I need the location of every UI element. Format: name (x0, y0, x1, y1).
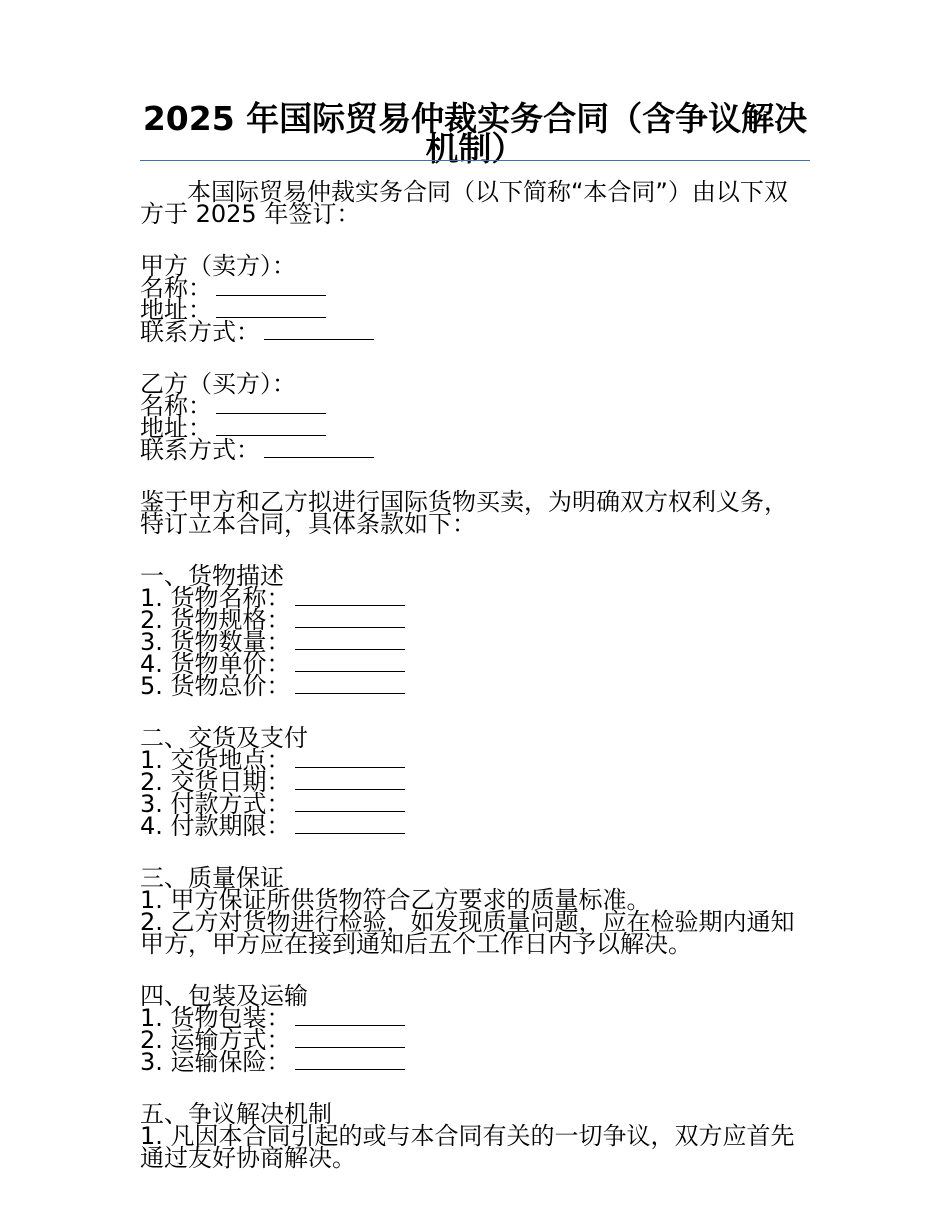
section-heading: 五、争议解决机制 (140, 1100, 332, 1128)
section-quality (140, 864, 810, 958)
goods-item-label: 1. 货物名称： (140, 584, 291, 612)
packaging-blank[interactable] (295, 1024, 405, 1026)
goods-total-price-blank[interactable] (295, 692, 405, 694)
transport-item-label: 1. 货物包装： (140, 1004, 291, 1032)
delivery-item-label: 3. 付款方式： (140, 790, 291, 818)
transport-insurance-blank[interactable] (295, 1068, 405, 1070)
quality-clause: 1. 甲方保证所供货物符合乙方要求的质量标准。 (140, 886, 651, 914)
contract-title: 2025 年国际贸易仲裁实务合同（含争议解决机制） (142, 99, 808, 168)
goods-item-row (140, 672, 810, 700)
party-b-contact-row (140, 436, 810, 464)
quality-clause: 2. 乙方对货物进行检验，如发现质量问题，应在检验期内通知甲方，甲方应在接到通知后五个工作日内予以解决。 (140, 908, 795, 958)
transport-method-blank[interactable] (295, 1046, 405, 1048)
payment-method-blank[interactable] (295, 810, 405, 812)
goods-item-label: 2. 货物规格： (140, 606, 291, 634)
payment-term-blank[interactable] (295, 832, 405, 834)
party-b-name-row (140, 392, 810, 420)
party-a-contact-blank[interactable] (264, 338, 374, 340)
delivery-place-blank[interactable] (295, 766, 405, 768)
party-a-contact-row (140, 318, 810, 346)
title-divider (140, 160, 810, 161)
transport-item-label: 2. 运输方式： (140, 1026, 291, 1054)
party-a-name-blank[interactable] (216, 294, 326, 296)
party-a-heading: 甲方（卖方）： (140, 252, 296, 280)
party-b-block (140, 370, 810, 464)
goods-spec-blank[interactable] (295, 626, 405, 628)
party-a-contact-label: 联系方式： (140, 318, 260, 346)
section-goods (140, 562, 810, 700)
party-b-contact-label: 联系方式： (140, 436, 260, 464)
transport-item-label: 3. 运输保险： (140, 1048, 291, 1076)
party-b-name-label: 名称： (140, 392, 212, 420)
contract-body (140, 178, 810, 1172)
delivery-item-label: 4. 付款期限： (140, 812, 291, 840)
section-packaging-transport (140, 982, 810, 1076)
preamble-paragraph: 鉴于甲方和乙方拟进行国际货物买卖，为明确双方权利义务，特订立本合同，具体条款如下： (140, 488, 788, 538)
section-heading: 一、货物描述 (140, 562, 284, 590)
transport-item-row (140, 1048, 810, 1076)
goods-item-label: 4. 货物单价： (140, 650, 291, 678)
delivery-date-blank[interactable] (295, 788, 405, 790)
party-a-name-label: 名称： (140, 274, 212, 302)
party-b-name-blank[interactable] (216, 412, 326, 414)
section-delivery-payment (140, 724, 810, 840)
party-a-name-row (140, 274, 810, 302)
delivery-item-row (140, 812, 810, 840)
delivery-item-label: 1. 交货地点： (140, 746, 291, 774)
section-heading: 三、质量保证 (140, 864, 284, 892)
goods-quantity-blank[interactable] (295, 648, 405, 650)
party-a-address-label: 地址： (140, 296, 212, 324)
goods-item-label: 3. 货物数量： (140, 628, 291, 656)
party-b-heading: 乙方（买方）： (140, 370, 296, 398)
party-b-contact-blank[interactable] (264, 456, 374, 458)
preamble-block (140, 488, 810, 538)
goods-unit-price-blank[interactable] (295, 670, 405, 672)
goods-item-label: 5. 货物总价： (140, 672, 291, 700)
section-dispute-resolution (140, 1100, 810, 1172)
goods-name-blank[interactable] (295, 604, 405, 606)
dispute-clause: 1. 凡因本合同引起的或与本合同有关的一切争议，双方应首先通过友好协商解决。 (140, 1122, 795, 1172)
intro-paragraph: 本国际贸易仲裁实务合同（以下简称“本合同”）由以下双方于 2025 年签订： (140, 178, 788, 228)
delivery-item-label: 2. 交货日期： (140, 768, 291, 796)
party-b-address-label: 地址： (140, 414, 212, 442)
section-heading: 二、交货及支付 (140, 724, 308, 752)
section-heading: 四、包装及运输 (140, 982, 308, 1010)
party-a-block (140, 252, 810, 346)
